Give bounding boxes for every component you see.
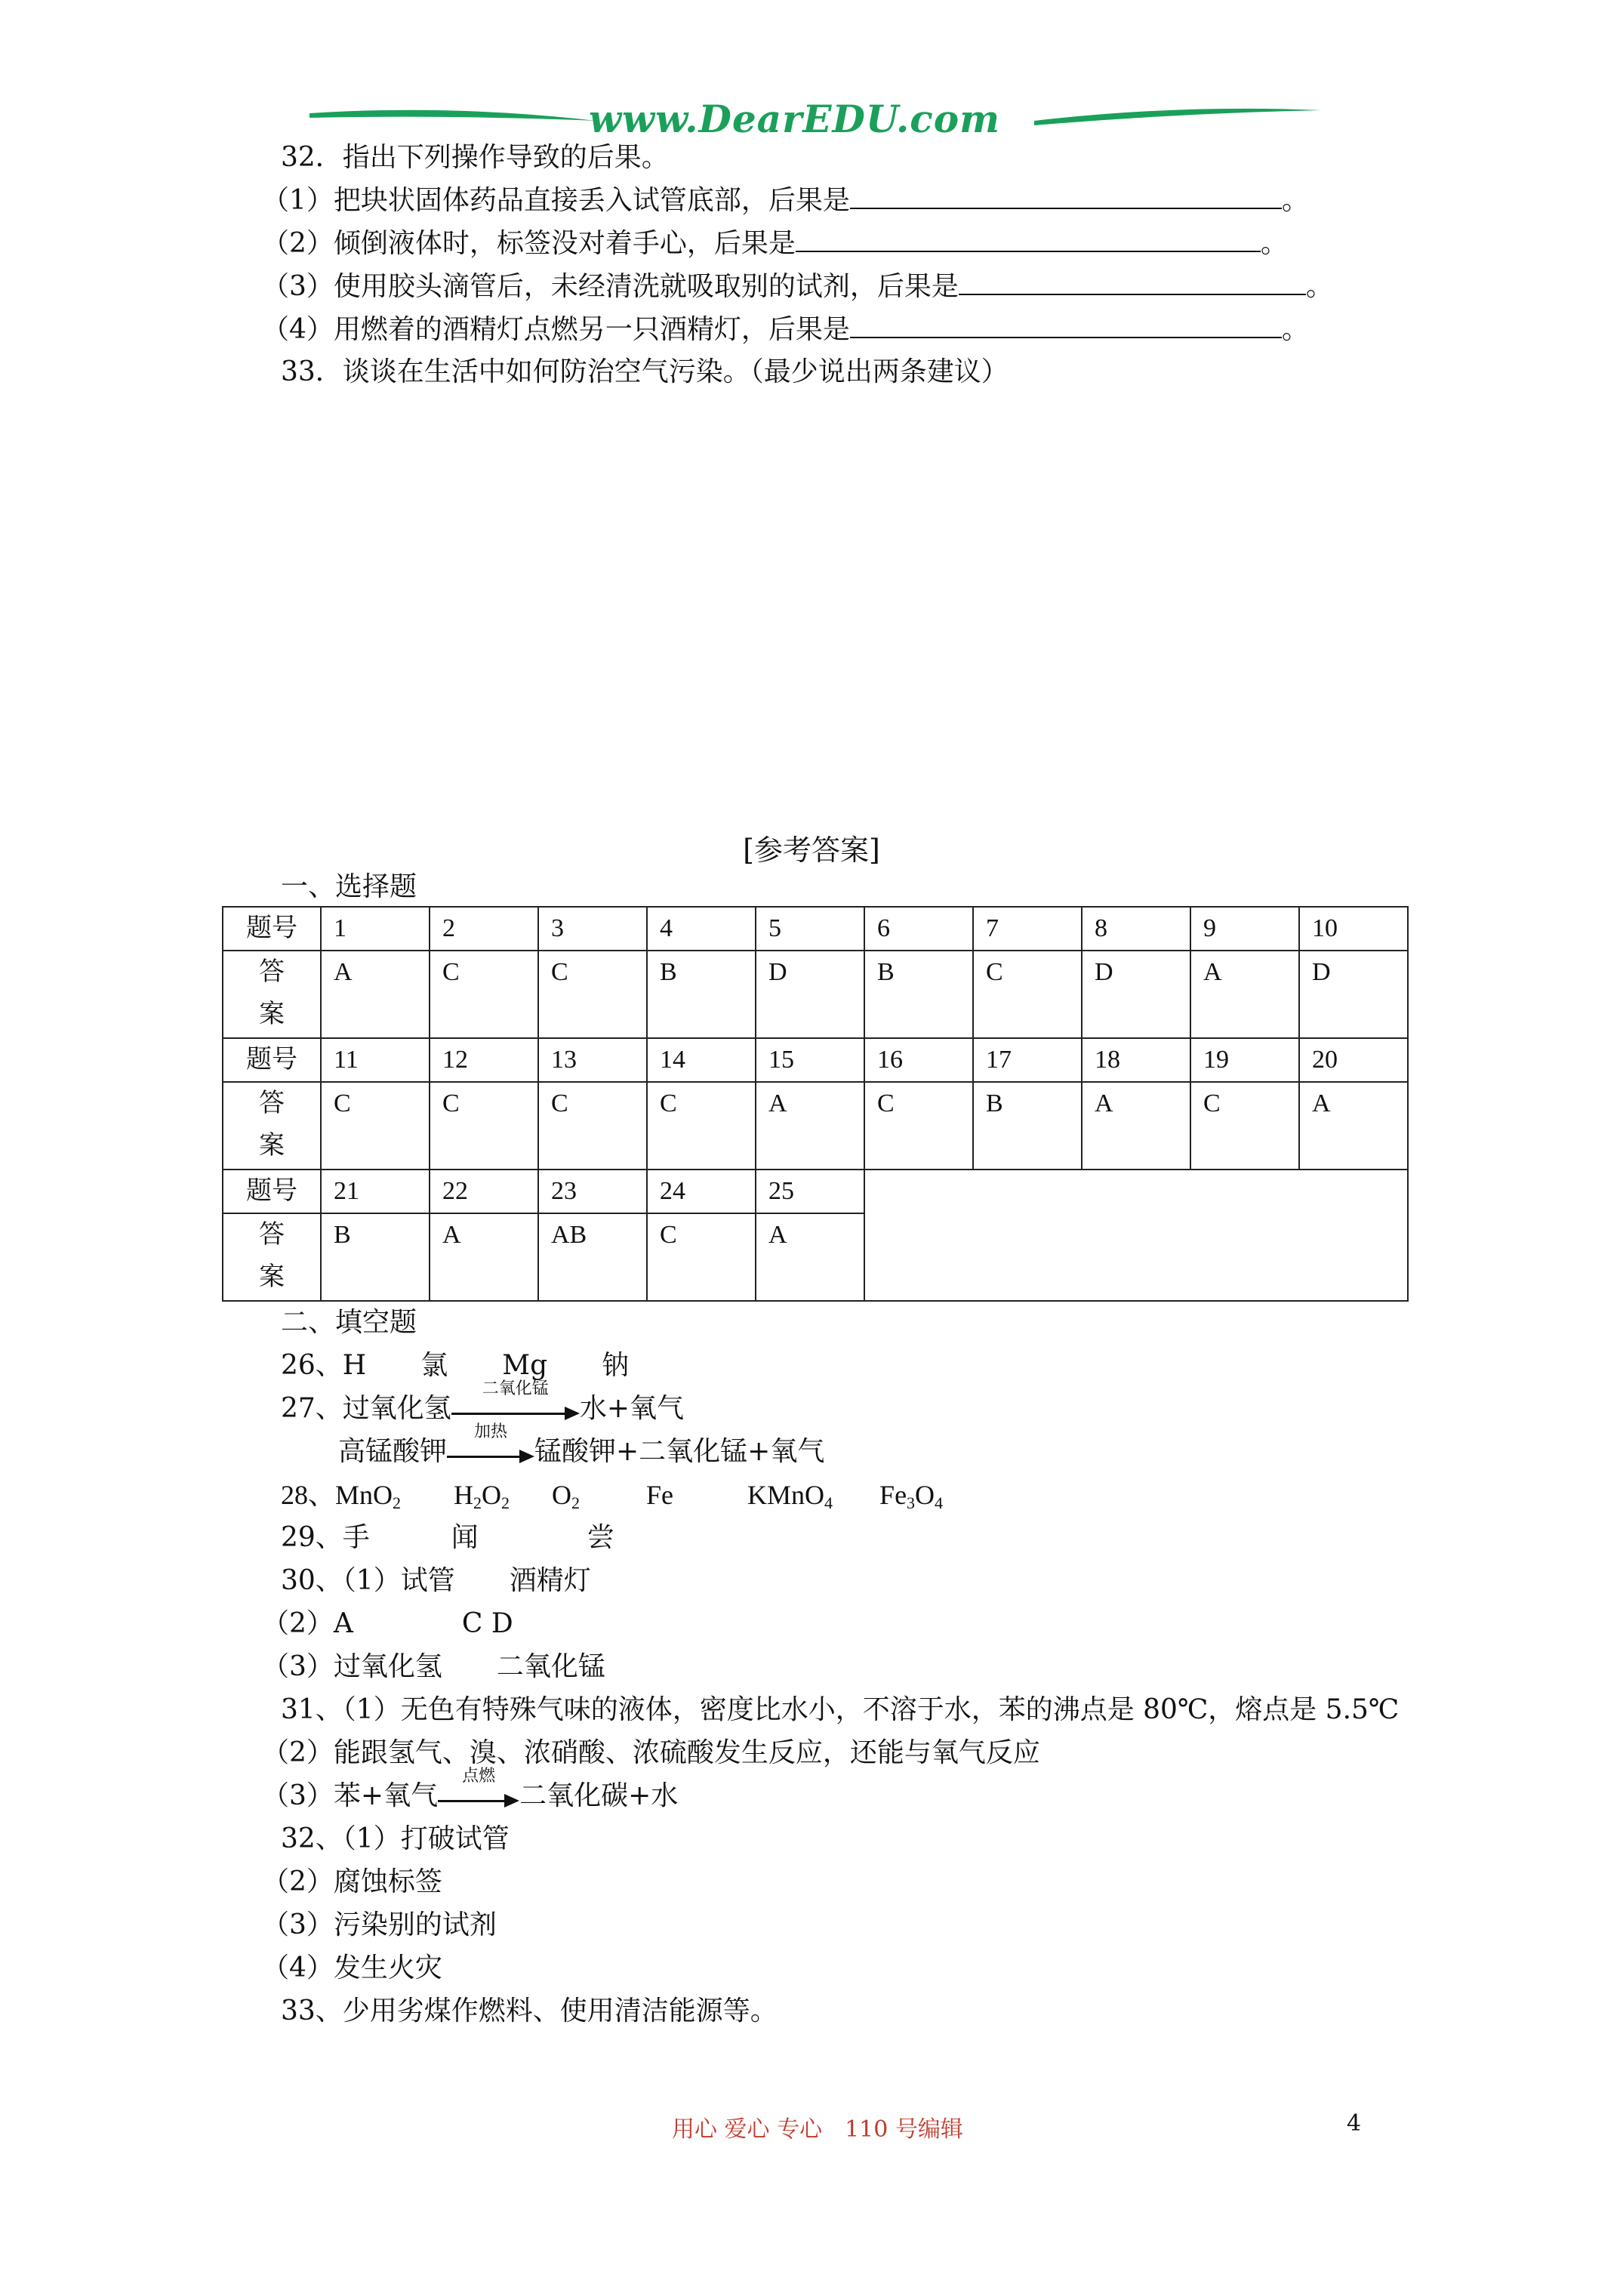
header-swoosh-left bbox=[310, 98, 596, 136]
question-number: 23 bbox=[538, 1170, 647, 1213]
question-number: 14 bbox=[647, 1038, 756, 1082]
answer-26: 26、H 氯 Mg 钠 bbox=[281, 1350, 630, 1381]
question-number: 20 bbox=[1299, 1038, 1408, 1082]
answer-blank[interactable] bbox=[796, 228, 1261, 252]
question-number: 22 bbox=[430, 1170, 538, 1213]
answer-cell: C bbox=[864, 1082, 973, 1170]
answer-cell: AB bbox=[538, 1213, 647, 1301]
answer-31-1: 31、（1）无色有特殊气味的液体，密度比水小，不溶于水，苯的沸点是 80℃，熔点是 5.5℃ bbox=[281, 1694, 1400, 1725]
answer-cell: B bbox=[321, 1213, 430, 1301]
answer-blank[interactable] bbox=[850, 185, 1282, 209]
q32-item-4: （4）用燃着的酒精灯点燃另一只酒精灯，后果是 。 bbox=[262, 314, 1309, 345]
answer-cell: B bbox=[647, 951, 756, 1038]
answer-cell: A bbox=[1082, 1082, 1190, 1170]
answer-30-2: （2）A C D bbox=[262, 1608, 513, 1639]
answer-blank[interactable] bbox=[850, 314, 1282, 338]
answer-31-3: （3）苯+氧气 点燃 二氧化碳+水 bbox=[262, 1779, 678, 1814]
answer-cell: D bbox=[1299, 951, 1408, 1038]
choice-answer-table bbox=[222, 906, 1409, 1302]
question-number: 17 bbox=[973, 1038, 1082, 1082]
footer-text: 用心 爱心 专心 110 号编辑 bbox=[672, 2116, 963, 2143]
empty-cell bbox=[864, 1170, 1408, 1301]
q33-stem: 33．谈谈在生活中如何防治空气污染。（最少说出两条建议） bbox=[281, 356, 1009, 387]
answer-cell: D bbox=[756, 951, 864, 1038]
question-number: 1 bbox=[321, 907, 430, 951]
answer-32-3: （3）污染别的试剂 bbox=[262, 1909, 497, 1940]
reaction-arrow: 加热 bbox=[447, 1435, 534, 1469]
question-number: 3 bbox=[538, 907, 647, 951]
question-number: 4 bbox=[647, 907, 756, 951]
page-number: 4 bbox=[1347, 2110, 1362, 2137]
reaction-arrow: 点燃 bbox=[438, 1779, 519, 1814]
row-label: 题号 bbox=[223, 1170, 321, 1213]
answer-cell: B bbox=[973, 1082, 1082, 1170]
site-logo: www.DearEDU.com bbox=[589, 97, 1001, 141]
question-number: 9 bbox=[1190, 907, 1299, 951]
answer-cell: B bbox=[864, 951, 973, 1038]
answer-32-2: （2）腐蚀标签 bbox=[262, 1866, 442, 1897]
question-number: 11 bbox=[321, 1038, 430, 1082]
header-swoosh-right bbox=[1034, 98, 1321, 136]
answer-27-line-2: 高锰酸钾 加热 锰酸钾+二氧化锰+氧气 bbox=[338, 1435, 824, 1469]
q32-item-3: （3）使用胶头滴管后，未经清洗就吸取别的试剂，后果是 。 bbox=[262, 271, 1333, 302]
question-number: 5 bbox=[756, 907, 864, 951]
row-label: 答 案 bbox=[223, 1213, 321, 1301]
answer-cell: C bbox=[973, 951, 1082, 1038]
row-label: 答 案 bbox=[223, 951, 321, 1038]
table-row bbox=[223, 1038, 1408, 1082]
answer-cell: C bbox=[1190, 1082, 1299, 1170]
answer-30-1: 30、（1）试管 酒精灯 bbox=[281, 1565, 591, 1596]
q32-item-2: （2）倾倒液体时，标签没对着手心，后果是 。 bbox=[262, 228, 1288, 259]
answer-cell: C bbox=[647, 1213, 756, 1301]
q32-stem: 32．指出下列操作导致的后果。 bbox=[281, 142, 669, 173]
question-number: 2 bbox=[430, 907, 538, 951]
answer-31-2: （2）能跟氢气、溴、浓硝酸、浓硫酸发生反应，还能与氧气反应 bbox=[262, 1737, 1040, 1768]
question-number: 7 bbox=[973, 907, 1082, 951]
answer-cell: C bbox=[430, 1082, 538, 1170]
answer-cell: A bbox=[430, 1213, 538, 1301]
answer-cell: C bbox=[321, 1082, 430, 1170]
answer-cell: A bbox=[756, 1213, 864, 1301]
answer-cell: A bbox=[756, 1082, 864, 1170]
answer-cell: C bbox=[538, 1082, 647, 1170]
answer-cell: A bbox=[321, 951, 430, 1038]
answers-title: [参考答案] bbox=[743, 834, 880, 867]
answer-cell: A bbox=[1299, 1082, 1408, 1170]
question-number: 24 bbox=[647, 1170, 756, 1213]
answer-29: 29、手 闻 尝 bbox=[281, 1522, 614, 1553]
question-number: 16 bbox=[864, 1038, 973, 1082]
question-number: 12 bbox=[430, 1038, 538, 1082]
section-fill-heading: 二、填空题 bbox=[281, 1307, 417, 1338]
answer-cell: C bbox=[430, 951, 538, 1038]
question-number: 19 bbox=[1190, 1038, 1299, 1082]
q32-item-1: （1）把块状固体药品直接丢入试管底部，后果是 。 bbox=[262, 185, 1309, 216]
table-row bbox=[223, 1082, 1408, 1170]
section-choice-heading: 一、选择题 bbox=[281, 871, 417, 902]
row-label: 题号 bbox=[223, 1038, 321, 1082]
answer-cell: A bbox=[1190, 951, 1299, 1038]
question-number: 6 bbox=[864, 907, 973, 951]
answer-30-3: （3）过氧化氢 二氧化锰 bbox=[262, 1651, 605, 1682]
question-number: 8 bbox=[1082, 907, 1190, 951]
question-number: 25 bbox=[756, 1170, 864, 1213]
answer-28: 28、MnO$_2$ $H_2O_2$ $O_2$ Fe KMnO$_4$ $Fe_3O_4$ bbox=[281, 1480, 944, 1512]
answer-27-line-1: 27、过氧化氢 二氧化锰 水+氧气 bbox=[281, 1391, 684, 1426]
table-row bbox=[223, 1170, 1408, 1213]
row-label: 题号 bbox=[223, 907, 321, 951]
answer-cell: C bbox=[538, 951, 647, 1038]
reaction-arrow: 二氧化锰 bbox=[451, 1391, 580, 1426]
answer-blank[interactable] bbox=[959, 271, 1306, 295]
answer-33: 33、少用劣煤作燃料、使用清洁能源等。 bbox=[281, 1996, 778, 2026]
question-number: 13 bbox=[538, 1038, 647, 1082]
answer-32-1: 32、（1）打破试管 bbox=[281, 1823, 510, 1854]
table-row bbox=[223, 951, 1408, 1038]
question-number: 15 bbox=[756, 1038, 864, 1082]
row-label: 答 案 bbox=[223, 1082, 321, 1170]
table-row bbox=[223, 907, 1408, 951]
answer-cell: D bbox=[1082, 951, 1190, 1038]
question-number: 21 bbox=[321, 1170, 430, 1213]
question-number: 10 bbox=[1299, 907, 1408, 951]
answer-cell: C bbox=[647, 1082, 756, 1170]
answer-32-4: （4）发生火灾 bbox=[262, 1952, 442, 1983]
question-number: 18 bbox=[1082, 1038, 1190, 1082]
